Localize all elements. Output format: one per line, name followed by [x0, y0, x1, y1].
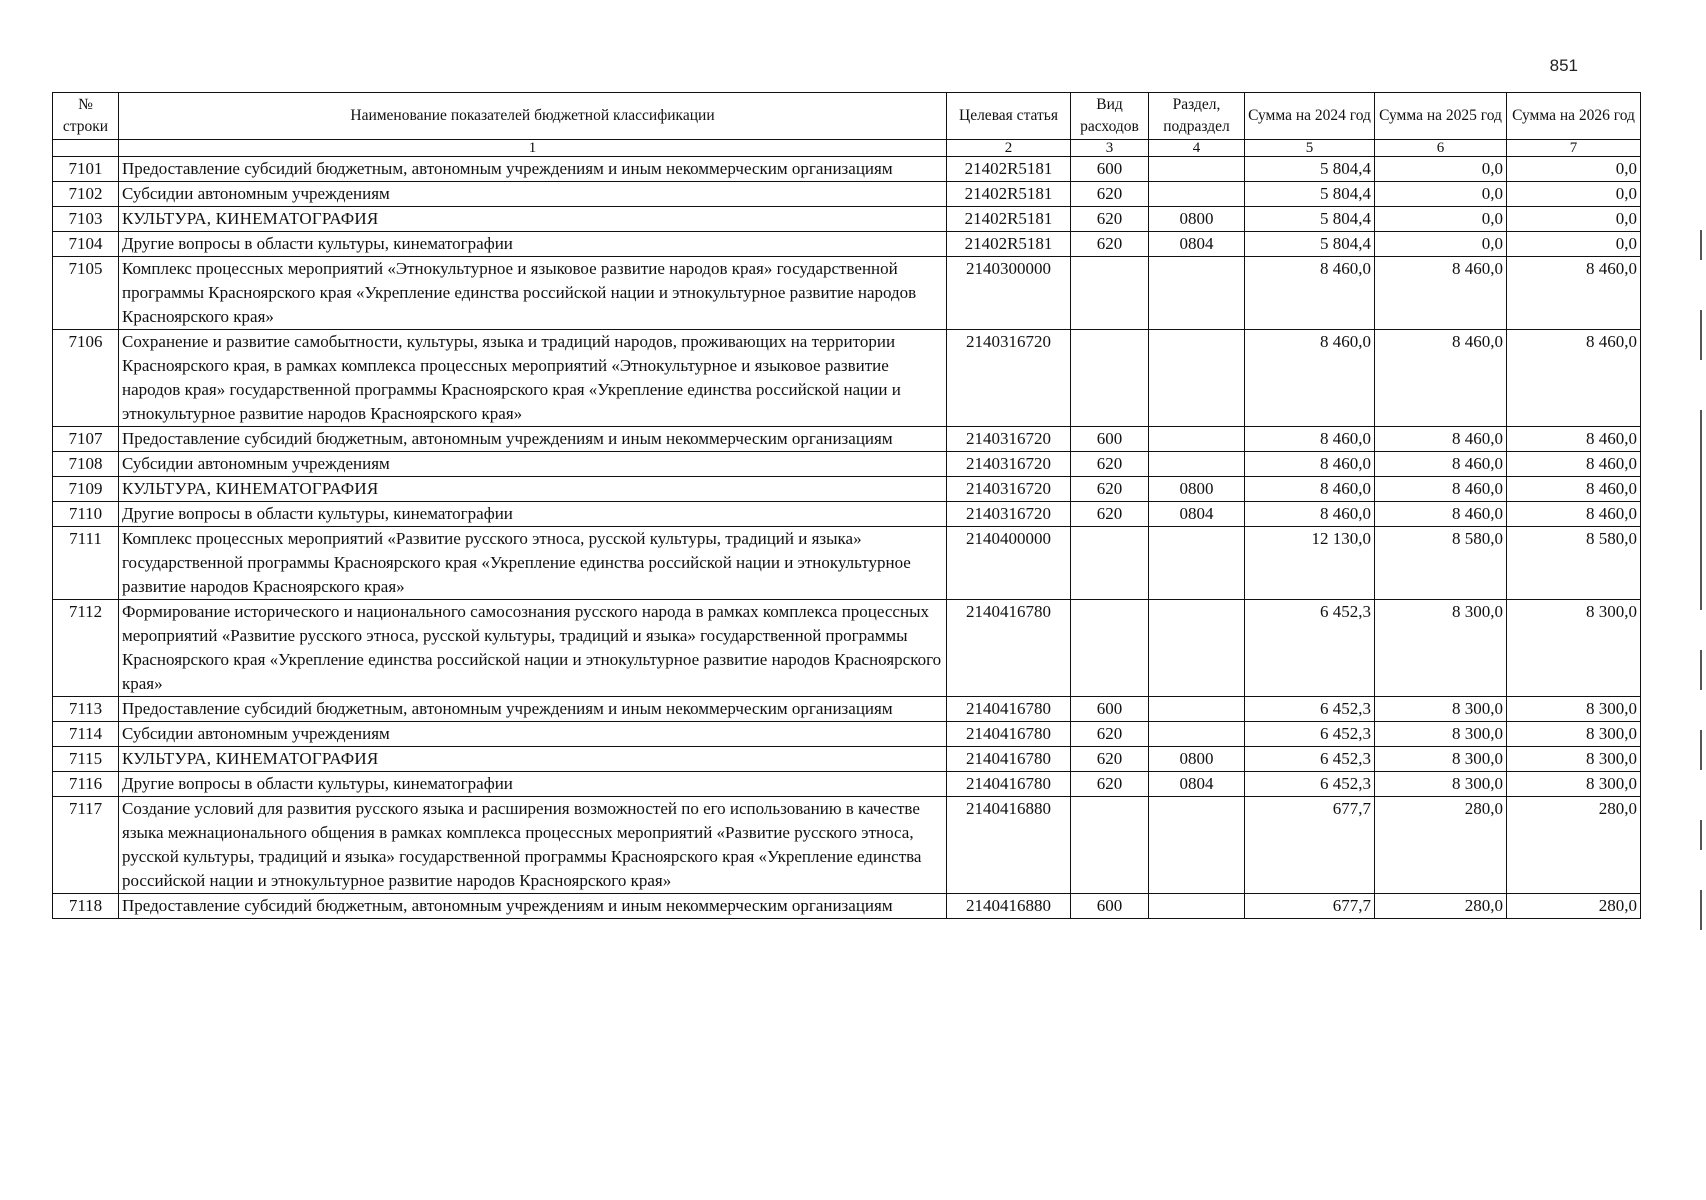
table-row	[53, 722, 1641, 747]
row-sum-2026: 8 460,0	[1507, 452, 1641, 477]
table-row	[53, 182, 1641, 207]
row-name: Другие вопросы в области культуры, кинематографии	[119, 772, 947, 797]
row-sum-2026: 0,0	[1507, 182, 1641, 207]
budget-table	[52, 92, 1641, 919]
row-expense-type: 600	[1071, 697, 1149, 722]
row-sum-2024: 8 460,0	[1245, 477, 1375, 502]
row-target-article: 2140400000	[947, 527, 1071, 600]
row-sum-2024: 6 452,3	[1245, 772, 1375, 797]
row-name: Предоставление субсидий бюджетным, автономным учреждениям и иным некоммерческим организациям	[119, 157, 947, 182]
row-sum-2026: 8 300,0	[1507, 747, 1641, 772]
column-number: 2	[947, 140, 1071, 157]
row-sum-2025: 8 460,0	[1375, 330, 1507, 427]
row-sum-2026: 8 460,0	[1507, 502, 1641, 527]
page-number: 851	[1549, 56, 1578, 75]
row-section	[1149, 722, 1245, 747]
row-number: 7101	[53, 157, 119, 182]
table-row	[53, 502, 1641, 527]
row-number: 7113	[53, 697, 119, 722]
row-target-article: 2140316720	[947, 330, 1071, 427]
table-row	[53, 894, 1641, 919]
row-expense-type	[1071, 257, 1149, 330]
column-number: 1	[119, 140, 947, 157]
row-expense-type: 620	[1071, 452, 1149, 477]
row-sum-2024: 6 452,3	[1245, 722, 1375, 747]
row-number: 7105	[53, 257, 119, 330]
row-target-article: 21402R5181	[947, 157, 1071, 182]
row-target-article: 2140416780	[947, 697, 1071, 722]
row-sum-2024: 8 460,0	[1245, 502, 1375, 527]
header-row	[53, 93, 1641, 140]
row-sum-2025: 8 460,0	[1375, 427, 1507, 452]
row-sum-2026: 0,0	[1507, 207, 1641, 232]
row-expense-type: 620	[1071, 772, 1149, 797]
row-sum-2024: 5 804,4	[1245, 182, 1375, 207]
row-sum-2024: 5 804,4	[1245, 157, 1375, 182]
row-sum-2025: 280,0	[1375, 894, 1507, 919]
row-expense-type: 620	[1071, 207, 1149, 232]
header-sum2025: Сумма на 2025 год	[1375, 93, 1507, 140]
row-target-article: 2140316720	[947, 452, 1071, 477]
row-sum-2024: 677,7	[1245, 894, 1375, 919]
row-section	[1149, 527, 1245, 600]
header-vid: Вид расходов	[1071, 93, 1149, 140]
row-sum-2026: 8 460,0	[1507, 427, 1641, 452]
row-number: 7110	[53, 502, 119, 527]
row-sum-2026: 8 300,0	[1507, 697, 1641, 722]
row-name: Комплекс процессных мероприятий «Развитие русского этноса, русской культуры, традиций и языка» государственной программы Красноярского края «Укрепление единства российской нации и этнокультурное развитие народов Красноярского края»	[119, 527, 947, 600]
row-number: 7112	[53, 600, 119, 697]
row-section	[1149, 157, 1245, 182]
row-sum-2025: 8 300,0	[1375, 600, 1507, 697]
row-section: 0804	[1149, 772, 1245, 797]
row-target-article: 2140316720	[947, 502, 1071, 527]
table-row	[53, 527, 1641, 600]
row-sum-2026: 8 580,0	[1507, 527, 1641, 600]
row-sum-2024: 8 460,0	[1245, 452, 1375, 477]
row-target-article: 2140300000	[947, 257, 1071, 330]
row-sum-2024: 8 460,0	[1245, 330, 1375, 427]
row-name: КУЛЬТУРА, КИНЕМАТОГРАФИЯ	[119, 207, 947, 232]
row-name: КУЛЬТУРА, КИНЕМАТОГРАФИЯ	[119, 747, 947, 772]
row-section	[1149, 697, 1245, 722]
row-expense-type: 620	[1071, 232, 1149, 257]
row-target-article: 2140416880	[947, 894, 1071, 919]
table-body	[53, 157, 1641, 919]
row-number: 7117	[53, 797, 119, 894]
column-number: 6	[1375, 140, 1507, 157]
row-number: 7107	[53, 427, 119, 452]
row-section	[1149, 797, 1245, 894]
row-sum-2025: 8 300,0	[1375, 697, 1507, 722]
table-row	[53, 232, 1641, 257]
row-name: Субсидии автономным учреждениям	[119, 182, 947, 207]
header-name: Наименование показателей бюджетной классификации	[119, 93, 947, 140]
table-row	[53, 772, 1641, 797]
row-sum-2026: 8 300,0	[1507, 722, 1641, 747]
row-number: 7104	[53, 232, 119, 257]
row-sum-2026: 8 300,0	[1507, 600, 1641, 697]
header-razdel: Раздел, подраздел	[1149, 93, 1245, 140]
table-row	[53, 452, 1641, 477]
row-expense-type: 620	[1071, 747, 1149, 772]
column-number: 7	[1507, 140, 1641, 157]
row-sum-2024: 6 452,3	[1245, 697, 1375, 722]
row-section	[1149, 452, 1245, 477]
row-target-article: 2140316720	[947, 427, 1071, 452]
row-section	[1149, 600, 1245, 697]
row-target-article: 2140316720	[947, 477, 1071, 502]
column-number-row	[53, 140, 1641, 157]
row-sum-2025: 0,0	[1375, 232, 1507, 257]
header-sum2026: Сумма на 2026 год	[1507, 93, 1641, 140]
row-name: Другие вопросы в области культуры, кинематографии	[119, 232, 947, 257]
column-number: 3	[1071, 140, 1149, 157]
row-number: 7106	[53, 330, 119, 427]
row-number: 7115	[53, 747, 119, 772]
row-sum-2025: 0,0	[1375, 182, 1507, 207]
row-name: Другие вопросы в области культуры, кинематографии	[119, 502, 947, 527]
row-sum-2024: 8 460,0	[1245, 257, 1375, 330]
row-name: Субсидии автономным учреждениям	[119, 452, 947, 477]
row-expense-type	[1071, 527, 1149, 600]
row-sum-2025: 8 460,0	[1375, 477, 1507, 502]
row-sum-2025: 8 300,0	[1375, 772, 1507, 797]
row-number: 7114	[53, 722, 119, 747]
row-sum-2024: 6 452,3	[1245, 747, 1375, 772]
row-target-article: 2140416780	[947, 747, 1071, 772]
header-row-no: № строки	[53, 93, 119, 140]
row-expense-type	[1071, 600, 1149, 697]
table-row	[53, 427, 1641, 452]
row-expense-type	[1071, 797, 1149, 894]
row-sum-2025: 280,0	[1375, 797, 1507, 894]
row-sum-2025: 8 300,0	[1375, 722, 1507, 747]
row-sum-2024: 8 460,0	[1245, 427, 1375, 452]
row-target-article: 2140416780	[947, 600, 1071, 697]
row-sum-2024: 5 804,4	[1245, 232, 1375, 257]
row-number: 7102	[53, 182, 119, 207]
header-target: Целевая статья	[947, 93, 1071, 140]
row-section	[1149, 182, 1245, 207]
row-section: 0800	[1149, 477, 1245, 502]
row-target-article: 2140416780	[947, 722, 1071, 747]
row-sum-2026: 0,0	[1507, 157, 1641, 182]
row-sum-2025: 0,0	[1375, 207, 1507, 232]
row-sum-2025: 8 300,0	[1375, 747, 1507, 772]
row-expense-type: 600	[1071, 894, 1149, 919]
row-expense-type: 620	[1071, 722, 1149, 747]
row-expense-type: 600	[1071, 157, 1149, 182]
row-name: КУЛЬТУРА, КИНЕМАТОГРАФИЯ	[119, 477, 947, 502]
row-sum-2025: 8 460,0	[1375, 257, 1507, 330]
row-sum-2025: 0,0	[1375, 157, 1507, 182]
table-row	[53, 157, 1641, 182]
table-row	[53, 207, 1641, 232]
column-number	[53, 140, 119, 157]
column-number: 5	[1245, 140, 1375, 157]
scan-edge-marks	[1700, 230, 1703, 930]
row-sum-2026: 0,0	[1507, 232, 1641, 257]
table-row	[53, 797, 1641, 894]
table-row	[53, 257, 1641, 330]
row-sum-2026: 8 460,0	[1507, 257, 1641, 330]
table-row	[53, 747, 1641, 772]
row-section: 0804	[1149, 232, 1245, 257]
row-target-article: 21402R5181	[947, 182, 1071, 207]
row-sum-2024: 12 130,0	[1245, 527, 1375, 600]
row-section	[1149, 330, 1245, 427]
row-sum-2026: 8 460,0	[1507, 330, 1641, 427]
row-sum-2025: 8 460,0	[1375, 502, 1507, 527]
row-expense-type: 620	[1071, 477, 1149, 502]
row-sum-2026: 280,0	[1507, 894, 1641, 919]
row-sum-2025: 8 580,0	[1375, 527, 1507, 600]
row-name: Сохранение и развитие самобытности, культуры, языка и традиций народов, проживающих на территории Красноярского края, в рамках комплекса процессных мероприятий «Этнокультурное и языковое развитие народов края» государственной программы Красноярского края «Укрепление единства российской нации и этнокультурное развитие народов Красноярского края»	[119, 330, 947, 427]
row-section: 0804	[1149, 502, 1245, 527]
row-number: 7111	[53, 527, 119, 600]
row-target-article: 21402R5181	[947, 232, 1071, 257]
row-expense-type: 620	[1071, 502, 1149, 527]
row-section: 0800	[1149, 207, 1245, 232]
row-name: Предоставление субсидий бюджетным, автономным учреждениям и иным некоммерческим организациям	[119, 894, 947, 919]
row-section: 0800	[1149, 747, 1245, 772]
row-sum-2024: 6 452,3	[1245, 600, 1375, 697]
table-row	[53, 697, 1641, 722]
row-target-article: 2140416780	[947, 772, 1071, 797]
row-section	[1149, 257, 1245, 330]
row-sum-2026: 8 300,0	[1507, 772, 1641, 797]
row-name: Предоставление субсидий бюджетным, автономным учреждениям и иным некоммерческим организациям	[119, 427, 947, 452]
row-name: Комплекс процессных мероприятий «Этнокультурное и языковое развитие народов края» государственной программы Красноярского края «Укрепление единства российской нации и этнокультурное развитие народов Красноярского края»	[119, 257, 947, 330]
row-name: Формирование исторического и национального самосознания русского народа в рамках комплекса процессных мероприятий «Развитие русского этноса, русской культуры, традиций и языка» государственной программы Красноярского края «Укрепление единства российской нации и этнокультурное развитие народов Красноярского края»	[119, 600, 947, 697]
row-name: Предоставление субсидий бюджетным, автономным учреждениям и иным некоммерческим организациям	[119, 697, 947, 722]
row-sum-2026: 280,0	[1507, 797, 1641, 894]
row-sum-2026: 8 460,0	[1507, 477, 1641, 502]
row-sum-2025: 8 460,0	[1375, 452, 1507, 477]
row-expense-type: 620	[1071, 182, 1149, 207]
row-number: 7109	[53, 477, 119, 502]
column-number: 4	[1149, 140, 1245, 157]
header-sum2024: Сумма на 2024 год	[1245, 93, 1375, 140]
row-section	[1149, 894, 1245, 919]
row-number: 7118	[53, 894, 119, 919]
table-row	[53, 600, 1641, 697]
row-section	[1149, 427, 1245, 452]
table-row	[53, 477, 1641, 502]
row-number: 7103	[53, 207, 119, 232]
row-target-article: 2140416880	[947, 797, 1071, 894]
table-row	[53, 330, 1641, 427]
row-name: Субсидии автономным учреждениям	[119, 722, 947, 747]
row-name: Создание условий для развития русского языка и расширения возможностей по его использованию в качестве языка межнационального общения в рамках комплекса процессных мероприятий «Развитие русского этноса, русской культуры, традиций и языка» государственной программы Красноярского края «Укрепление единства российской нации и этнокультурное развитие народов Красноярского края»	[119, 797, 947, 894]
row-expense-type: 600	[1071, 427, 1149, 452]
row-sum-2024: 5 804,4	[1245, 207, 1375, 232]
row-sum-2024: 677,7	[1245, 797, 1375, 894]
row-number: 7108	[53, 452, 119, 477]
row-target-article: 21402R5181	[947, 207, 1071, 232]
row-expense-type	[1071, 330, 1149, 427]
row-number: 7116	[53, 772, 119, 797]
